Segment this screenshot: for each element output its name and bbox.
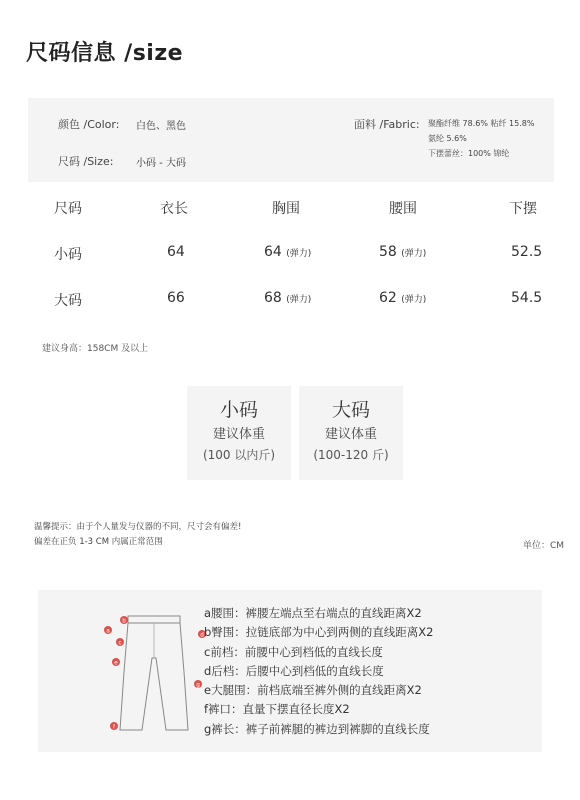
page-title: 尺码信息 /size [26, 41, 184, 66]
marker-a [104, 626, 112, 635]
svg-text:d: d [200, 632, 204, 639]
marker-c [116, 638, 124, 647]
measure-item-e: e大腿围：前档底端至裤外侧的直线距离X2 [204, 683, 422, 698]
marker-e [112, 658, 120, 667]
weight-card-size: 小码 [219, 399, 258, 421]
weight-card-size: 大码 [331, 399, 370, 421]
table-cell-size: 小码 [54, 247, 82, 263]
marker-b [120, 616, 128, 625]
suggested-height: 建议身高：158CM 及以上 [42, 344, 149, 354]
weight-card-range: (100-120 斤) [313, 448, 389, 462]
marker-g [194, 680, 202, 689]
fabric-label: 面料 /Fabric: [354, 118, 420, 131]
size-label: 尺码 /Size: [58, 155, 114, 168]
measurement-guide-panel [38, 590, 542, 752]
weight-card-range: (100 以内斤) [202, 448, 276, 462]
measure-item-c: c前档：前腰中心到档低的直线长度 [204, 644, 383, 659]
table-cell-chest: 68 (弹力) [264, 290, 312, 306]
size-value: 小码 - 大码 [136, 158, 186, 169]
color-value: 白色、黑色 [136, 121, 186, 132]
svg-text:g: g [196, 682, 200, 689]
table-cell-chest: 64 (弹力) [264, 244, 312, 260]
fabric-line: 聚酯纤维 78.6% 粘纤 15.8% [428, 119, 535, 128]
table-cell-length: 64 [167, 244, 185, 260]
weight-card-small [187, 386, 291, 480]
pants-waistband [128, 616, 180, 623]
table-cell-waist: 62 (弹力) [379, 290, 427, 306]
weight-card-label: 建议体重 [324, 427, 377, 442]
weight-card-large [299, 386, 403, 480]
fabric-line: 氨纶 5.6% [428, 134, 467, 143]
table-header: 腰围 [389, 201, 417, 217]
unit-label: 单位：CM [522, 541, 564, 551]
fabric-line: 下摆蕾丝：100% 锦纶 [428, 149, 510, 158]
table-cell-hem: 52.5 [511, 244, 543, 260]
table-header: 下摆 [509, 201, 537, 217]
measure-item-b: b臀围：拉链底部为中心到两侧的直线距离X2 [204, 625, 434, 640]
svg-text:a: a [106, 628, 110, 635]
table-header: 胸围 [272, 201, 300, 217]
table-header: 尺码 [54, 201, 82, 217]
measurement-list [204, 604, 434, 739]
svg-text:f: f [113, 724, 115, 731]
marker-f [110, 722, 118, 731]
measure-item-f: f裤口：直量下摆直径长度X2 [204, 702, 350, 717]
tip-line: 温馨提示：由于个人量发与仪器的不同，尺寸会有偏差! [34, 522, 242, 532]
measure-item-a: a腰围：裤腰左端点至右端点的直线距离X2 [204, 606, 422, 620]
svg-text:c: c [118, 640, 122, 647]
tip-line: 偏差在正负 1-3 CM 内属正常范围 [34, 537, 163, 547]
color-label: 颜色 /Color: [58, 118, 120, 131]
table-cell-waist: 58 (弹力) [379, 244, 427, 260]
product-info-panel [28, 98, 554, 182]
svg-text:b: b [122, 618, 126, 625]
svg-text:e: e [114, 660, 118, 667]
measure-item-d: d后档：后腰中心到档低的直线长度 [204, 663, 384, 678]
measure-item-g: g裤长：裤子前裤腿的裤边到裤脚的直线长度 [204, 721, 430, 736]
table-cell-size: 大码 [54, 293, 82, 309]
table-cell-length: 66 [167, 290, 185, 306]
weight-card-label: 建议体重 [212, 427, 265, 442]
table-cell-hem: 54.5 [511, 290, 543, 306]
table-header: 衣长 [160, 201, 188, 217]
